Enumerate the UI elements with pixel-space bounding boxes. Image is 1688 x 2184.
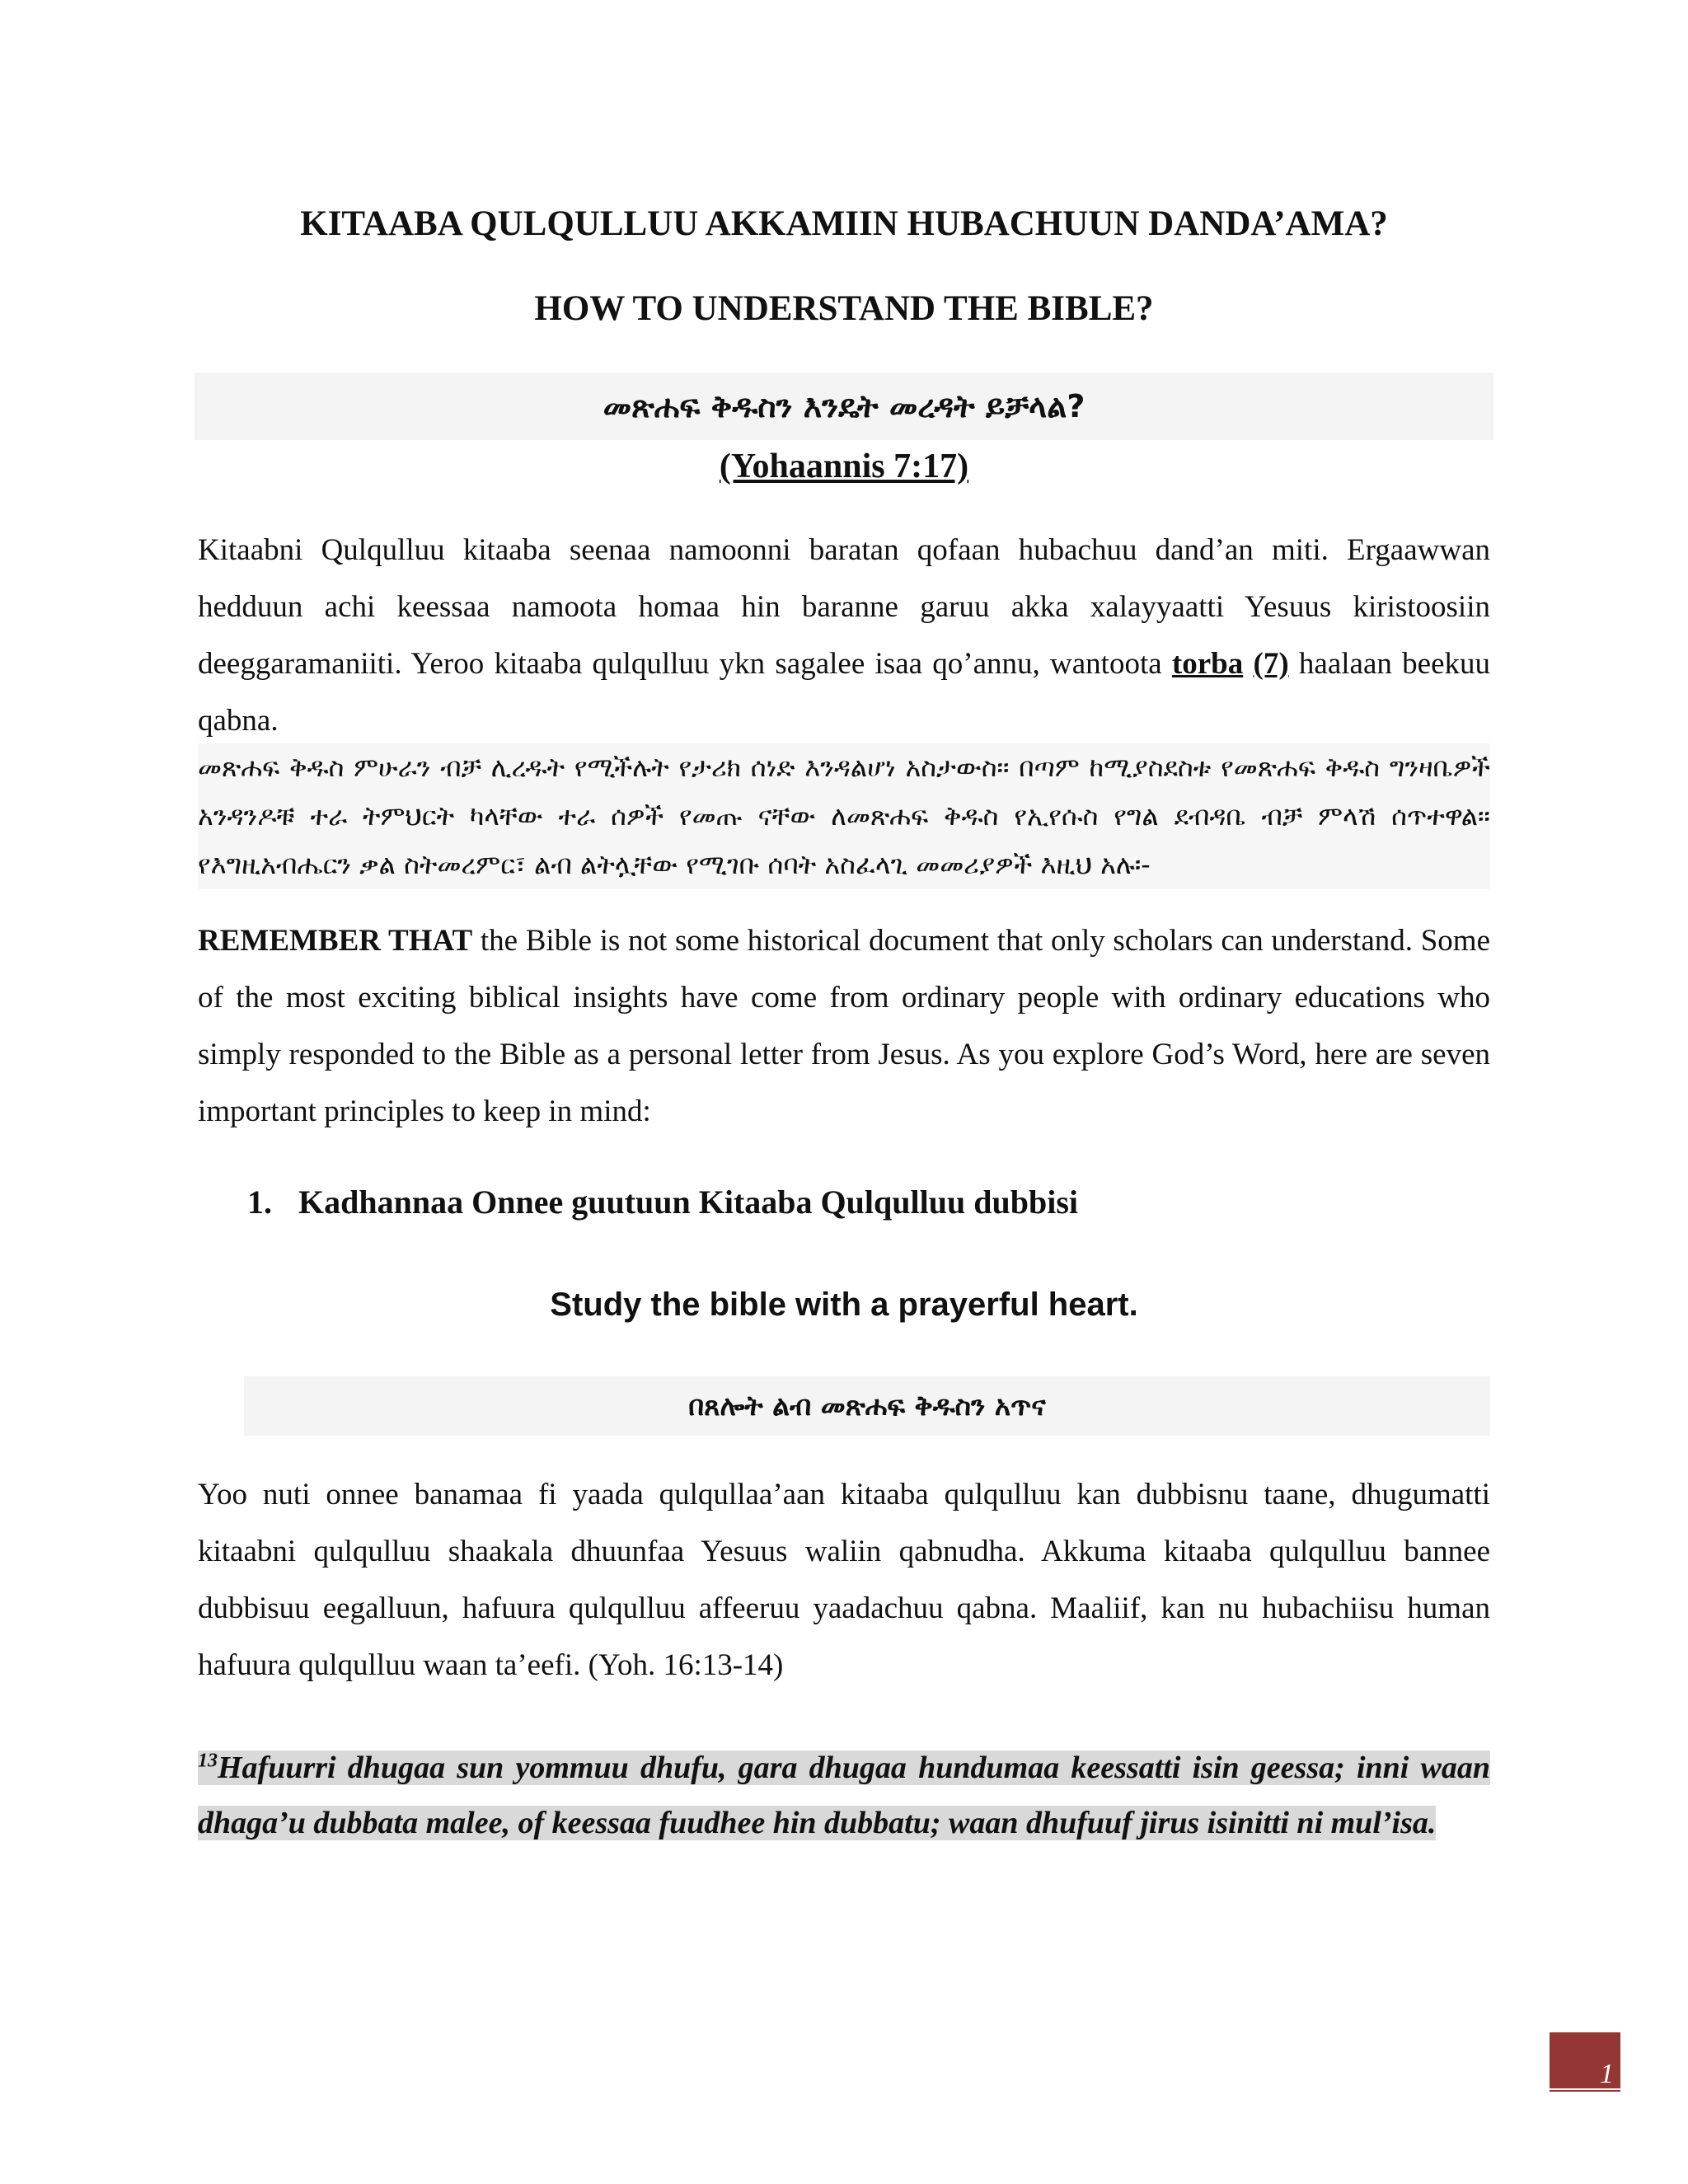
page-number-underline [1550, 2090, 1620, 2092]
scripture-quote [198, 1733, 1490, 1851]
section-heading-oromo-text: Kadhannaa Onnee guutuun Kitaaba Qulqulluu dubbisi [298, 1183, 1079, 1221]
title-amharic: መጽሐፍ ቅዱስን እንዴት መረዳት ይቻላል? [195, 373, 1493, 440]
page-number: 1 [1600, 2059, 1614, 2089]
verse-number: 13 [198, 1750, 218, 1771]
section-heading-english: Study the bible with a prayerful heart. [550, 1286, 1138, 1323]
intro-english-text: the Bible is not some historical document that only scholars can understand. Some of the most exciting biblical insights have come from ordinary people with ordinary educations who simply responded to the Bible as a personal letter from Jesus. As you explore God’s Word, here are seven important principles to keep in mind: [198, 924, 1490, 1128]
intro-oromo-text-2: haalaan beekuu qabna. [198, 647, 1490, 738]
intro-oromo-text-1: Kitaabni Qulqulluu kitaaba seenaa namoonni baratan qofaan hubachuu dand’an miti. Ergaawwan hedduun achi keessaa namoota homaa hin baranne garuu akka xalayyaatti Yesuus kiristoosiin deeggaramaniiti. Yeroo kitaaba qulqulluu ykn sagalee isaa qo’annu, wantoota [198, 533, 1490, 681]
scripture-quote-text: Hafuurri dhugaa sun yommuu dhufu, gara dhugaa hundumaa keessatti isin geessa; inni waan dhaga’u dubbata malee, of keessaa fuudhee hin dubbatu; waan dhufuuf jirus isinitti ni mul’isa. [198, 1750, 1490, 1840]
scripture-quote-highlight [198, 1750, 1490, 1840]
section-number: 1. [247, 1183, 272, 1221]
intro-oromo-paragraph [198, 522, 1490, 749]
section-body-paragraph: Yoo nuti onnee banamaa fi yaada qulqullaa’aan kitaaba qulqulluu kan dubbisnu taane, dhugumatti kitaabni qulqulluu shaakala dhuunfaa Yesuus waliin qabnudha. Akkuma kitaaba qulqulluu bannee dubbisuu eegalluun, hafuura qulqulluu affeeruu yaadachuu qabna. Maaliif, kan nu hubachiisu human hafuura qulqulluu waan ta’eefi. (Yoh. 16:13-14) [198, 1478, 1490, 1682]
intro-english-paragraph [198, 912, 1490, 1140]
intro-english-lead: REMEMBER THAT [198, 924, 473, 958]
title-oromo: KITAABA QULQULLUU AKKAMIIN HUBACHUUN DANDA’AMA? [300, 204, 1388, 243]
section-heading-oromo [247, 1177, 1490, 1228]
title-english: HOW TO UNDERSTAND THE BIBLE? [534, 289, 1154, 328]
intro-oromo-bold-seven: (7) [1253, 647, 1289, 681]
section-heading-amharic: በጸሎት ልብ መጽሐፍ ቅዱስን አጥና [244, 1376, 1490, 1436]
intro-amharic-paragraph: መጽሐፍ ቅዱስ ምሁራን ብቻ ሊረዱት የሚችሉት የታሪክ ሰነድ እንዳልሆነ አስታውስ። በጣም ከሚያስደስቱ የመጽሐፍ ቅዱስ ግንዛቤዎች አንዳንዶቹ ተራ ትምህርት ካላቸው ተራ ሰዎች የመጡ ናቸው ለመጽሐፍ ቅዱስ የኢየሱስ የግል ደብዳቤ ብቻ ምላሽ ሰጥተዋል። የእግዚአብሔርን ቃል ስትመረምር፣ ልብ ልትሏቸው የሚገቡ ሰባት አስፈላጊ መመሪያዎች እዚህ አሉ፡- [198, 743, 1490, 889]
intro-oromo-bold-torba: torba [1171, 647, 1244, 681]
scripture-reference: (Yohaannis 7:17) [719, 448, 969, 485]
